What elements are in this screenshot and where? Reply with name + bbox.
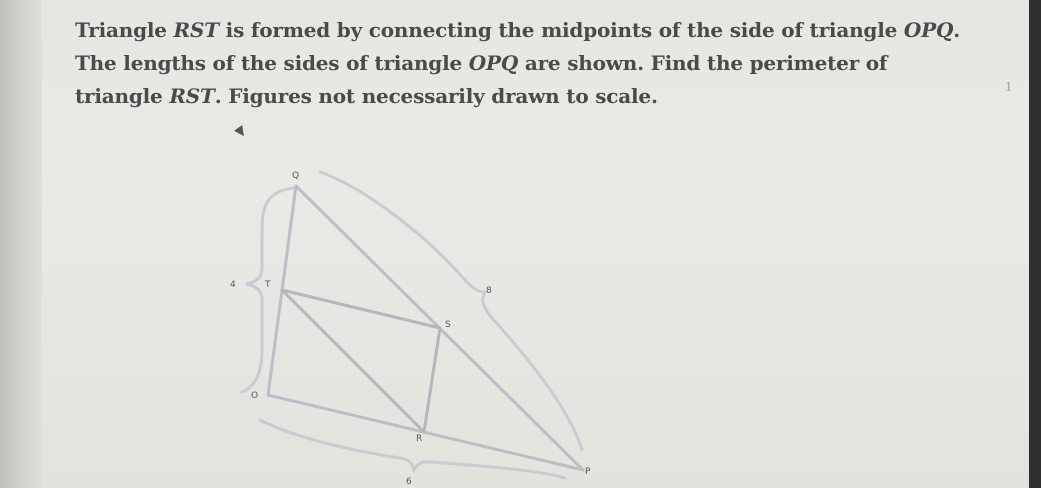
vertex-s-label: S: [445, 320, 451, 330]
problem-text-3: . The lengths of the sides of triangle: [75, 18, 960, 75]
length-op-label: 6: [406, 477, 412, 487]
problem-text-4: are shown. Find the perimeter of triangle: [75, 51, 888, 108]
triangle-opq-name: OPQ: [903, 18, 954, 42]
triangle-rst-name-2: RST: [169, 84, 215, 108]
triangle-opq-name-2: OPQ: [468, 51, 519, 75]
corner-mark: 1: [1005, 80, 1013, 94]
length-qp-label: 8: [486, 286, 492, 296]
vertex-p-label: P: [585, 467, 591, 477]
triangle-rst: [282, 290, 440, 432]
length-oq-label: 4: [230, 280, 236, 290]
triangle-rst-name: RST: [173, 18, 219, 42]
problem-text-1: Triangle: [75, 18, 174, 42]
vertex-o-label: O: [251, 391, 259, 401]
problem-text-2: is formed by connecting the midpoints of the side of triangle: [218, 18, 904, 42]
vertex-t-label: T: [265, 280, 271, 290]
vertex-q-label: Q: [292, 171, 300, 181]
brace-qp: [320, 172, 582, 450]
problem-text-5: . Figures not necessarily drawn to scale.: [214, 84, 658, 108]
vertex-r-label: R: [416, 434, 423, 444]
